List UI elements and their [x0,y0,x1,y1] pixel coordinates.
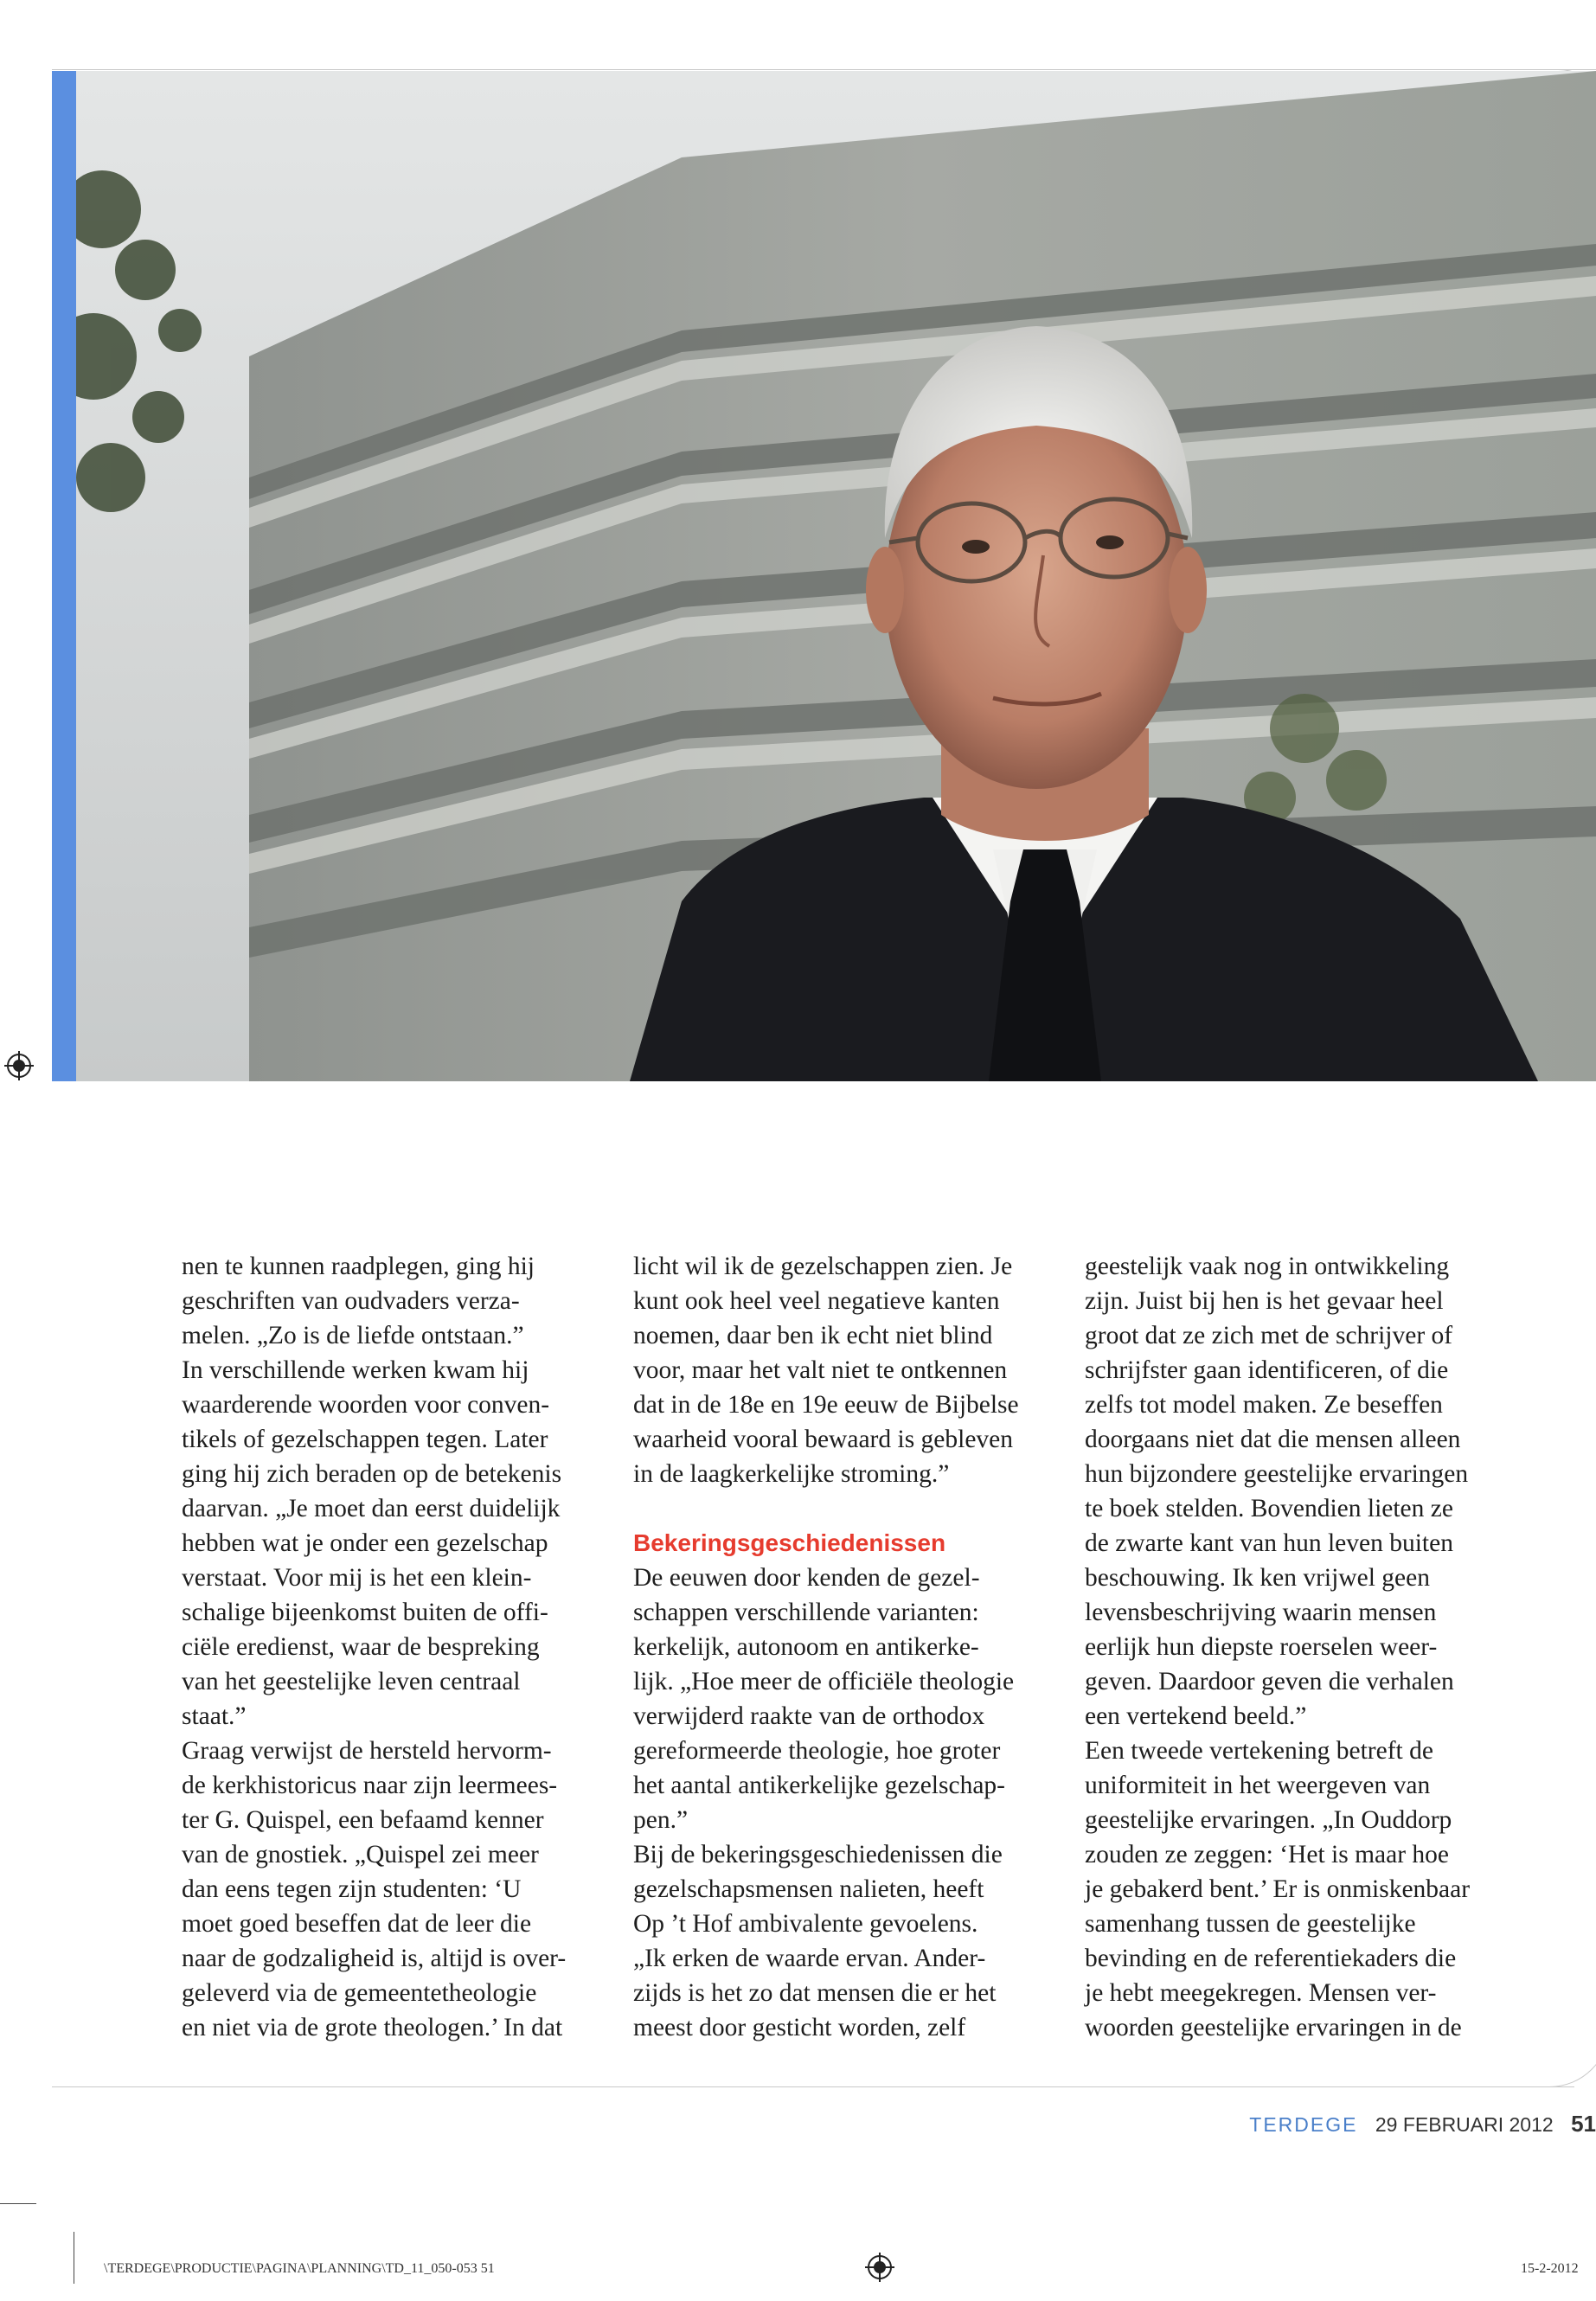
text-line: dan eens tegen zijn studenten: ‘U [182,1875,522,1903]
text-line: dat in de 18e en 19e eeuw de Bijbelse [633,1391,1019,1419]
page-number: 51 [1571,2111,1596,2137]
text-line: licht wil ik de gezelschappen zien. Je [633,1253,1013,1280]
text-line: de zwarte kant van hun leven buiten [1085,1529,1453,1557]
frame-top-rule [52,69,1596,70]
text-line: ter G. Quispel, een befaamd kenner [182,1806,544,1834]
text-line: schalige bijeenkomst buiten de offi- [182,1599,548,1626]
text-line: kunt ook heel veel negatieve kanten [633,1287,1000,1315]
text-line: waarderende woorden voor conven- [182,1391,550,1419]
text-line: kerkelijk, autonoom en antikerke- [633,1633,979,1661]
frame-bottom-corner [1548,2024,1596,2087]
text-line: je hebt meegekregen. Mensen ver- [1085,1979,1437,2007]
text-line: Bij de bekeringsgeschiedenissen die [633,1841,1003,1868]
text-line: waarheid vooral bewaard is gebleven [633,1426,1014,1453]
left-ear [866,547,904,633]
section-subheading: Bekeringsgeschiedenissen [633,1529,946,1556]
text-line: geschriften van oudvaders verza- [182,1287,520,1315]
text-line: hun bijzondere geestelijke ervaringen [1085,1460,1469,1488]
text-line: van de gnostiek. „Quispel zei meer [182,1841,539,1868]
text-line: geestelijk vaak nog in ontwikkeling [1085,1253,1450,1280]
text-line: bevinding en de referentiekaders die [1085,1945,1457,1972]
portrait-photo [76,71,1596,1081]
text-line: in de laagkerkelijke stroming.” [633,1460,950,1488]
slug-path: \TERDEGE\PRODUCTIE\PAGINA\PLANNING\TD_11_050-053 51 [104,2261,495,2276]
text-line: zijds is het zo dat mensen die er het [633,1979,997,2007]
registration-mark-icon [865,2253,894,2282]
text-line: De eeuwen door kenden de gezel- [633,1564,980,1592]
text-line: woorden geestelijke ervaringen in de [1085,2014,1462,2041]
text-line: van het geestelijke leven centraal [182,1668,521,1695]
right-ear [1169,547,1207,633]
text-line: noemen, daar ben ik echt niet blind [633,1322,993,1349]
text-line: groot dat ze zich met de schrijver of [1085,1322,1453,1349]
text-line: naar de godzaligheid is, altijd is over- [182,1945,567,1972]
text-line: een vertekend beeld.” [1085,1702,1307,1730]
text-line: ciële eredienst, waar de bespreking [182,1633,540,1661]
page-folio [1249,2111,1596,2137]
text-line: schappen verschillende varianten: [633,1599,979,1626]
text-line: zelfs tot model maken. Ze beseffen [1085,1391,1443,1419]
text-line: doorgaans niet dat die mensen alleen [1085,1426,1461,1453]
column-3 [1085,1249,1509,2045]
text-line: ging hij zich beraden op de betekenis [182,1460,562,1488]
text-line: te boek stelden. Bovendien lieten ze [1085,1495,1453,1522]
issue-date: 29 FEBRUARI 2012 [1375,2113,1554,2136]
text-line: Een tweede vertekening betreft de [1085,1737,1433,1765]
text-line: voor, maar het valt niet te ontkennen [633,1356,1008,1384]
text-line: lijk. „Hoe meer de officiële theologie [633,1668,1015,1695]
right-eye [1096,535,1124,549]
text-line: samenhang tussen de geestelijke [1085,1910,1416,1938]
text-line: melen. „Zo is de liefde ontstaan.” [182,1322,524,1349]
text-line: je gebakerd bent.’ Er is onmiskenbaar [1085,1875,1471,1903]
crop-mark [0,2203,36,2204]
text-line: Op ’t Hof ambivalente gevoelens. [633,1910,978,1938]
column-2 [633,1249,1057,2045]
text-line: zijn. Juist bij hen is het gevaar heel [1085,1287,1444,1315]
magazine-name: TERDEGE [1249,2113,1358,2136]
slug-date: 15-2-2012 [1521,2261,1579,2276]
text-line: Graag verwijst de hersteld hervorm- [182,1737,552,1765]
text-line: het aantal antikerkelijke gezelschap- [633,1772,1005,1799]
text-line: verstaat. Voor mij is het een klein- [182,1564,532,1592]
text-line: tikels of gezelschappen tegen. Later [182,1426,548,1453]
text-line: hebben wat je onder een gezelschap [182,1529,548,1557]
text-line: daarvan. „Je moet dan eerst duidelijk [182,1495,561,1522]
text-line: gezelschapsmensen nalieten, heeft [633,1875,984,1903]
text-line: staat.” [182,1702,247,1730]
text-line: uniformiteit in het weergeven van [1085,1772,1431,1799]
text-line: pen.” [633,1806,689,1834]
article-body [0,1249,1596,2045]
text-line: eerlijk hun diepste roerselen weer- [1085,1633,1438,1661]
column-1 [182,1249,606,2045]
registration-mark-icon [4,1051,34,1080]
text-line: nen te kunnen raadplegen, ging hij [182,1253,535,1280]
text-line: geestelijke ervaringen. „In Ouddorp [1085,1806,1452,1834]
text-line: geleverd via de gemeentetheologie [182,1979,537,2007]
text-line: de kerkhistoricus naar zijn leermees- [182,1772,558,1799]
text-line: beschouwing. Ik ken vrijwel geen [1085,1564,1430,1592]
text-line: gereformeerde theologie, hoe groter [633,1737,1001,1765]
text-line: geven. Daardoor geven die verhalen [1085,1668,1454,1695]
frame-bottom-rule [52,2086,1574,2087]
text-line: zouden ze zeggen: ‘Het is maar hoe [1085,1841,1449,1868]
photo-accent-bar [52,71,76,1081]
text-line: In verschillende werken kwam hij [182,1356,529,1384]
text-line: schrijfster gaan identificeren, of die [1085,1356,1449,1384]
text-line: en niet via de grote theologen.’ In dat [182,2014,563,2041]
text-line: „Ik erken de waarde ervan. Ander- [633,1945,986,1972]
text-line: meest door gesticht worden, zelf [633,2014,966,2041]
text-line: levensbeschrijving waarin mensen [1085,1599,1437,1626]
text-line: verwijderd raakte van de orthodox [633,1702,985,1730]
left-eye [962,540,990,554]
text-line: moet goed beseffen dat de leer die [182,1910,532,1938]
photo-illustration [76,71,1596,1081]
